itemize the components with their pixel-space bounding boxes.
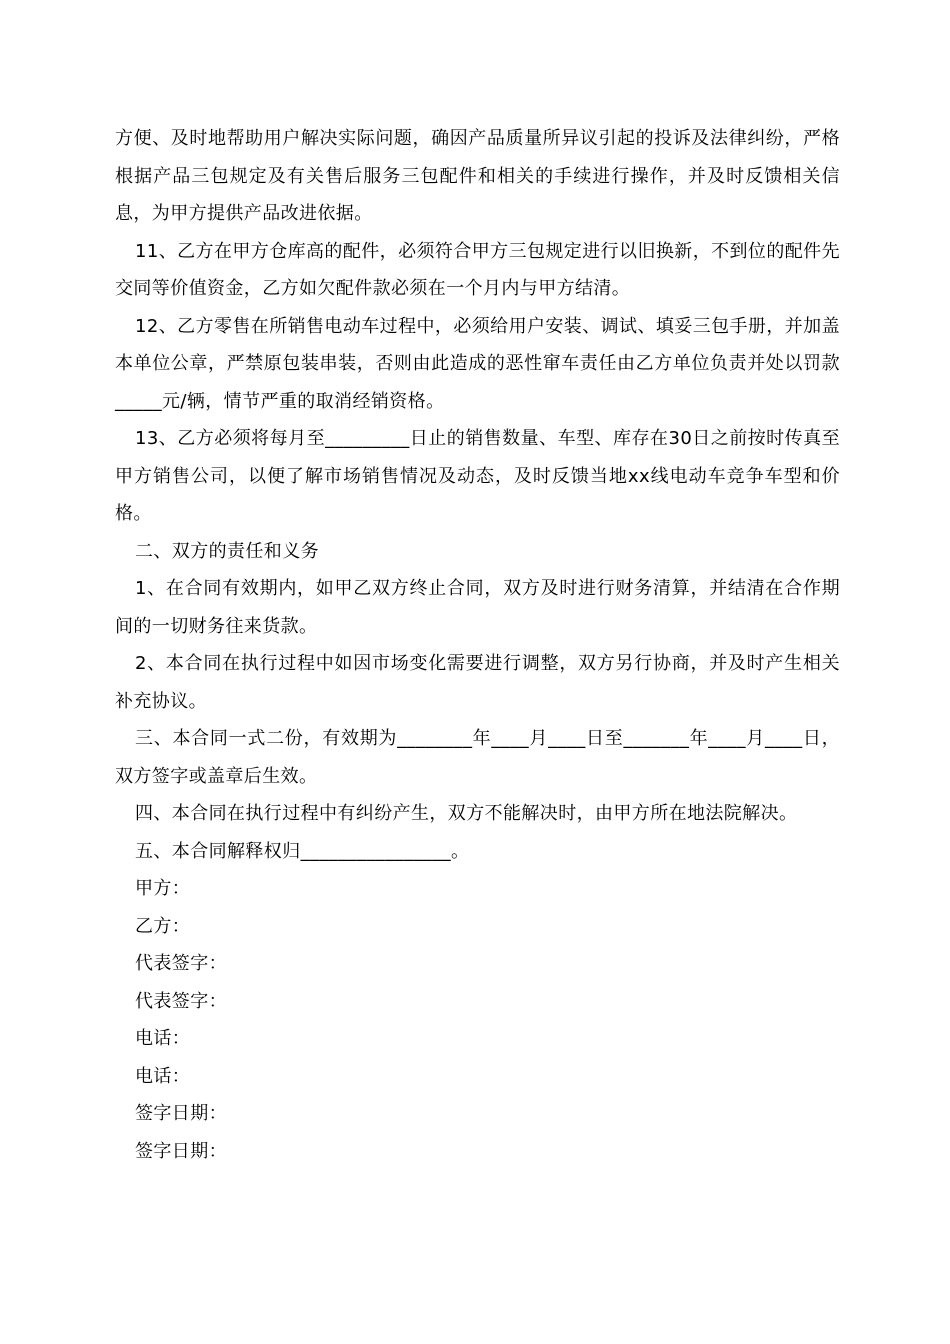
signature-field-party-a: 甲方： [135,878,191,899]
signature-field-representative-a: 代表签字： [135,953,227,974]
paragraph-section-3-validity: 三、本合同一式二份，有效期为________年____月____日至_______年____月____日，双方签字或盖章后生效。 [115,728,840,787]
paragraph-section-4-disputes: 四、本合同在执行过程中有纠纷产生，双方不能解决时，由甲方所在地法院解决。 [135,803,798,824]
signature-field-phone-b: 电话： [135,1065,191,1087]
paragraph-after-sales-service: 方便、及时地帮助用户解决实际问题，确因产品质量所异议引起的投诉及法律纠纷，严格根据产品三包规定及有关售后服务三包配件和相关的手续进行操作，并及时反馈相关信息，为甲方提供产品改进依据。 [115,128,840,224]
paragraph-responsibility-2: 2、本合同在执行过程中如因市场变化需要进行调整，双方另行协商，并及时产生相关补充协议。 [115,653,840,712]
contract-body [115,120,840,1170]
paragraph-clause-12: 12、乙方零售在所销售电动车过程中，必须给用户安装、调试、填妥三包手册，并加盖本单位公章，严禁原包装串装，否则由此造成的恶性窜车责任由乙方单位负责并处以罚款_____元/辆，情节严重的取消经销资格。 [115,315,840,412]
paragraph-responsibility-1: 1、在合同有效期内，如甲乙双方终止合同，双方及时进行财务清算，并结清在合作期间的一切财务往来货款。 [115,578,840,637]
signature-field-date-b: 签字日期： [135,1140,227,1162]
signature-field-party-b: 乙方： [135,915,191,937]
paragraph-clause-11: 11、乙方在甲方仓库高的配件，必须符合甲方三包规定进行以旧换新，不到位的配件先交同等价值资金，乙方如欠配件款必须在一个月内与甲方结清。 [115,240,840,299]
signature-field-phone-a: 电话： [135,1028,191,1049]
signature-field-date-a: 签字日期： [135,1103,227,1124]
section-heading-responsibilities: 二、双方的责任和义务 [135,540,319,562]
paragraph-section-5-interpretation: 五、本合同解释权归________________。 [135,840,470,862]
signature-field-representative-b: 代表签字： [135,990,227,1012]
paragraph-clause-13: 13、乙方必须将每月至_________日止的销售数量、车型、库存在30日之前按时传真至甲方销售公司，以便了解市场销售情况及动态，及时反馈当地xx线电动车竞争车型和价格。 [115,428,840,524]
